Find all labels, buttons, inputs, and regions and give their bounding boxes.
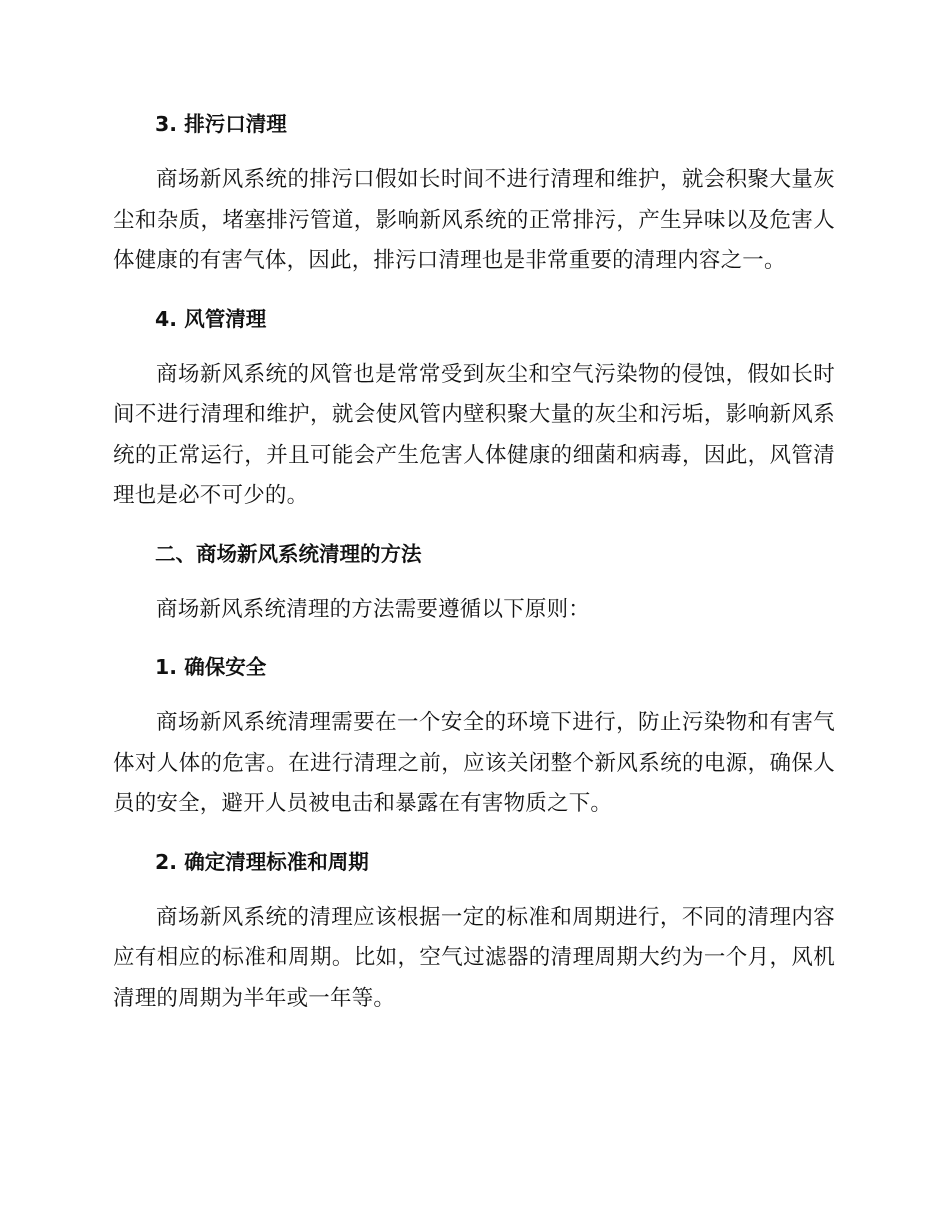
section-heading-standards-cycle: 2. 确定清理标准和周期	[155, 849, 369, 874]
paragraph-methods-intro: 商场新风系统清理的方法需要遵循以下原则：	[156, 596, 591, 622]
section-heading-duct: 4. 风管清理	[155, 306, 267, 331]
part-heading-cleaning-methods: 二、商场新风系统清理的方法	[155, 541, 422, 566]
paragraph-drain-outlet: 商场新风系统的排污口假如长时间不进行清理和维护，就会积聚大量灰尘和杂质，堵塞排污管道，影响新风系统的正常排污，产生异味以及危害人体健康的有害气体，因此，排污口清理也是非常重要的清理内容之一。	[113, 167, 835, 273]
paragraph-safety: 商场新风系统清理需要在一个安全的环境下进行，防止污染物和有害气体对人体的危害。在进行清理之前，应该关闭整个新风系统的电源，确保人员的安全，避开人员被电击和暴露在有害物质之下。	[113, 710, 835, 816]
paragraph-standards-cycle: 商场新风系统的清理应该根据一定的标准和周期进行，不同的清理内容应有相应的标准和周期。比如，空气过滤器的清理周期大约为一个月，风机清理的周期为半年或一年等。	[113, 904, 835, 1011]
paragraph-duct: 商场新风系统的风管也是常常受到灰尘和空气污染物的侵蚀，假如长时间不进行清理和维护，就会使风管内壁积聚大量的灰尘和污垢，影响新风系统的正常运行，并且可能会产生危害人体健康的细菌和病毒，因此，风管清理也是必不可少的。	[113, 361, 835, 508]
section-heading-drain-outlet: 3. 排污口清理	[155, 112, 287, 136]
section-heading-safety: 1. 确保安全	[155, 655, 267, 679]
document-page	[113, 104, 835, 1019]
